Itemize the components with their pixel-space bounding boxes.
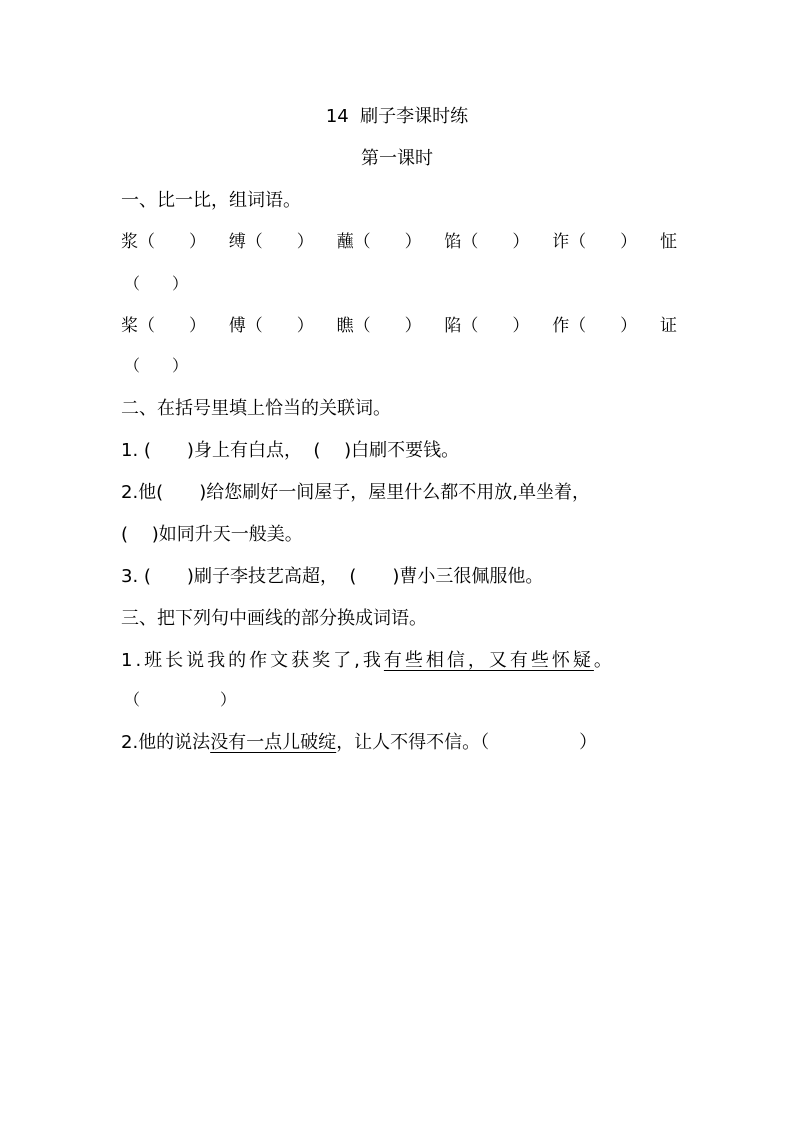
word-item: 蘸（ ） bbox=[336, 232, 422, 252]
lesson-subtitle: 第一课时 bbox=[361, 148, 433, 169]
question-3-1-suffix: 。 bbox=[593, 650, 615, 671]
underlined-phrase: 有些相信，又有些怀疑 bbox=[383, 650, 594, 671]
word-item: 缚（ ） bbox=[228, 232, 314, 252]
section2-heading: 二、在括号里填上恰当的关联词。 bbox=[121, 398, 391, 419]
word-item: 诈（ ） bbox=[552, 232, 638, 252]
word-item: 浆（ ） bbox=[121, 232, 206, 252]
question-3-2 bbox=[121, 734, 597, 752]
word-item: 陷（ ） bbox=[444, 316, 530, 336]
question-3-1-answer: （ ） bbox=[124, 690, 237, 709]
word-row-1 bbox=[121, 234, 677, 251]
word-item: 证 bbox=[659, 316, 677, 336]
question-3-2-prefix: 2.他的说法 bbox=[121, 732, 211, 753]
word-row-2 bbox=[121, 318, 677, 335]
question-3-1 bbox=[121, 652, 615, 670]
word-row-2-continued: （ ） bbox=[124, 356, 189, 375]
worksheet-title: 14 刷子李课时练 bbox=[325, 106, 469, 127]
question-3-2-suffix: ，让人不得不信。（ ） bbox=[336, 732, 598, 753]
word-row-1-continued: （ ） bbox=[124, 274, 189, 293]
word-item: 傅（ ） bbox=[228, 316, 314, 336]
word-item: 桨（ ） bbox=[121, 316, 206, 336]
question-2-2-line1: 2.他( )给您刷好一间屋子，屋里什么都不用放,单坐着， bbox=[121, 482, 590, 503]
question-2-1: 1. ( )身上有白点， ( )白刷不要钱。 bbox=[121, 440, 460, 461]
question-3-1-prefix: 1.班长说我的作文获奖了,我 bbox=[121, 650, 384, 671]
word-item: 作（ ） bbox=[552, 316, 638, 336]
question-2-2-line2: ( )如同升天一般美。 bbox=[121, 524, 303, 545]
question-2-3: 3. ( )刷子李技艺高超， ( )曹小三很佩服他。 bbox=[121, 566, 544, 587]
underlined-phrase: 没有一点儿破绽 bbox=[210, 732, 337, 753]
section3-heading: 三、把下列句中画线的部分换成词语。 bbox=[121, 608, 427, 629]
word-item: 馅（ ） bbox=[444, 232, 530, 252]
word-item: 怔 bbox=[659, 232, 677, 252]
section1-heading: 一、比一比，组词语。 bbox=[121, 190, 301, 211]
word-item: 瞧（ ） bbox=[336, 316, 422, 336]
